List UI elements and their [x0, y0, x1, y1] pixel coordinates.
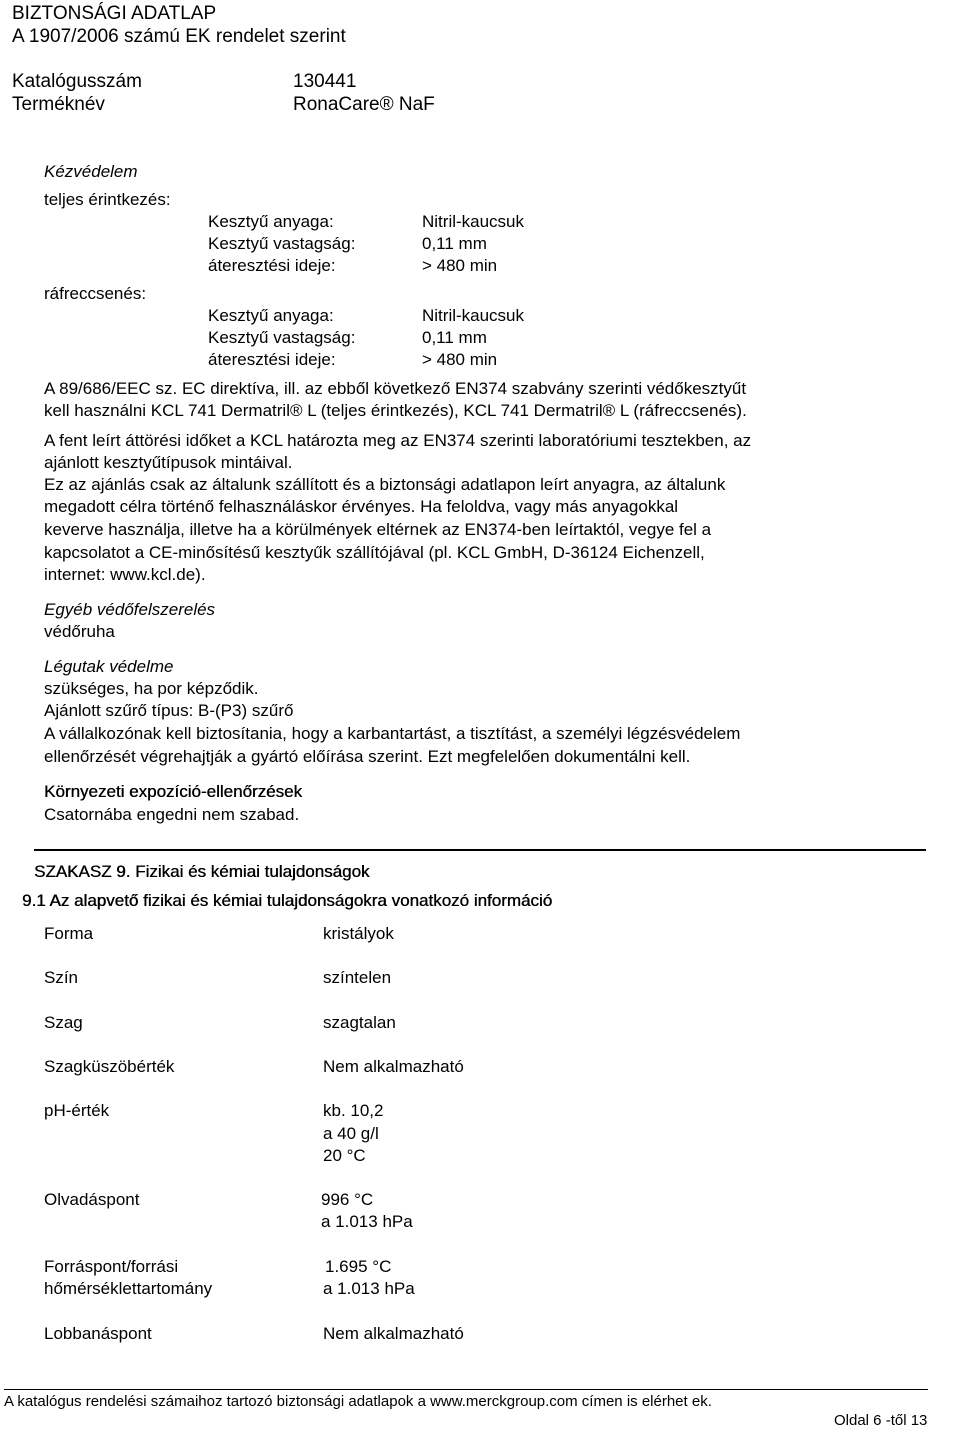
property-value: színtelen [323, 968, 392, 987]
catalog-number-value: 130441 [293, 71, 357, 92]
product-name-label: Terméknév [12, 94, 105, 115]
glove-spec-value: 0,11 mm [422, 234, 487, 253]
property-label: Forma [44, 924, 94, 943]
glove-spec-key: Kesztyű vastagság: [208, 328, 356, 347]
property-value: 996 °C [321, 1190, 374, 1209]
respiratory-protection-heading: Légutak védelme [44, 657, 174, 676]
paragraph-line: A 89/686/EEC sz. EC direktíva, ill. az ebből következő EN374 szabvány szerinti védőkesztyűt [44, 379, 747, 398]
paragraph-line: ellenőrzését végrehajtják a gyártó előírása szerint. Ezt megfelelően dokumentálni kell. [44, 747, 691, 766]
hand-protection-heading: Kézvédelem [44, 162, 138, 181]
property-value: Nem alkalmazható [323, 1324, 464, 1343]
glove-spec-value: > 480 min [422, 350, 498, 369]
property-value: 20 °C [323, 1146, 366, 1165]
glove-spec-key: Kesztyű anyaga: [208, 306, 334, 325]
footer-note: A katalógus rendelési számaihoz tartozó biztonsági adatlapok a www.merckgroup.com címen is elérhet ek. [4, 1393, 712, 1410]
paragraph-line: keverve használja, illetve ha a körülmények eltérnek az EN374-ben leírtaktól, vegye fel a [44, 520, 712, 539]
splash-label: ráfreccsenés: [44, 284, 147, 303]
full-contact-label: teljes érintkezés: [44, 190, 171, 209]
property-value: a 40 g/l [323, 1124, 379, 1143]
catalog-number-label: Katalógusszám [12, 71, 142, 92]
environmental-controls-heading: Környezeti expozíció-ellenőrzések [44, 782, 302, 801]
paragraph-line: Ez az ajánlás csak az általunk szállított és a biztonsági adatlapon leírt anyagra, az általunk [44, 475, 726, 494]
other-protection-text: védőruha [44, 622, 115, 641]
property-value: kb. 10,2 [323, 1101, 384, 1120]
footer-divider [4, 1389, 928, 1390]
paragraph-line: A vállalkozónak kell biztosítania, hogy a karbantartást, a tisztítást, a személyi légzésvédelem [44, 724, 741, 743]
glove-spec-value: 0,11 mm [422, 328, 487, 347]
glove-spec-value: > 480 min [422, 256, 498, 275]
section-divider [34, 849, 926, 851]
glove-spec-key: áteresztési ideje: [208, 256, 336, 275]
paragraph-line: A fent leírt áttörési időket a KCL határozta meg az EN374 szerinti laboratóriumi tesztekben, az [44, 431, 752, 450]
glove-spec-value: Nitril-kaucsuk [422, 212, 525, 231]
glove-spec-value: Nitril-kaucsuk [422, 306, 525, 325]
property-value: kristályok [323, 924, 394, 943]
property-label: Olvadáspont [44, 1190, 140, 1209]
regulation-reference: A 1907/2006 számú EK rendelet szerint [12, 26, 346, 47]
environmental-controls-text: Csatornába engedni nem szabad. [44, 805, 300, 824]
property-label: Szagküszöbérték [44, 1057, 175, 1076]
paragraph-line: szükséges, ha por képződik. [44, 679, 259, 698]
property-label: Forráspont/forrási [44, 1257, 179, 1276]
document-title: BIZTONSÁGI ADATLAP [12, 3, 217, 24]
property-value: a 1.013 hPa [321, 1212, 413, 1231]
glove-spec-key: Kesztyű vastagság: [208, 234, 356, 253]
product-name-value: RonaCare® NaF [293, 94, 435, 115]
section-9-1-subtitle: 9.1 Az alapvető fizikai és kémiai tulajdonságokra vonatkozó információ [22, 891, 553, 910]
page-number: Oldal 6 -től 13 [834, 1412, 928, 1429]
property-value: szagtalan [323, 1013, 396, 1032]
property-value: 1.695 °C [325, 1257, 392, 1276]
paragraph-line: megadott célra történő felhasználáskor érvényes. Ha feloldva, vagy más anyagokkal [44, 497, 679, 516]
paragraph-line: kapcsolatot a CE-minősítésű kesztyűk szállítójával (pl. KCL GmbH, D-36124 Eichenzell, [44, 543, 705, 562]
glove-spec-key: áteresztési ideje: [208, 350, 336, 369]
property-label: Szín [44, 968, 79, 987]
section-9-title: SZAKASZ 9. Fizikai és kémiai tulajdonságok [34, 862, 370, 881]
property-label: Szag [44, 1013, 83, 1032]
property-label: Lobbanáspont [44, 1324, 152, 1343]
other-protection-heading: Egyéb védőfelszerelés [44, 600, 216, 619]
glove-spec-key: Kesztyű anyaga: [208, 212, 334, 231]
property-label: pH-érték [44, 1101, 110, 1120]
property-value: a 1.013 hPa [323, 1279, 415, 1298]
paragraph-line: ajánlott kesztyűtípusok mintáival. [44, 453, 293, 472]
property-label: hőmérséklettartomány [44, 1279, 213, 1298]
property-value: Nem alkalmazható [323, 1057, 464, 1076]
paragraph-line: internet: www.kcl.de). [44, 565, 206, 584]
paragraph-line: kell használni KCL 741 Dermatril® L (teljes érintkezés), KCL 741 Dermatril® L (ráfreccsenés). [44, 401, 747, 420]
paragraph-line: Ajánlott szűrő típus: B-(P3) szűrő [44, 701, 294, 720]
